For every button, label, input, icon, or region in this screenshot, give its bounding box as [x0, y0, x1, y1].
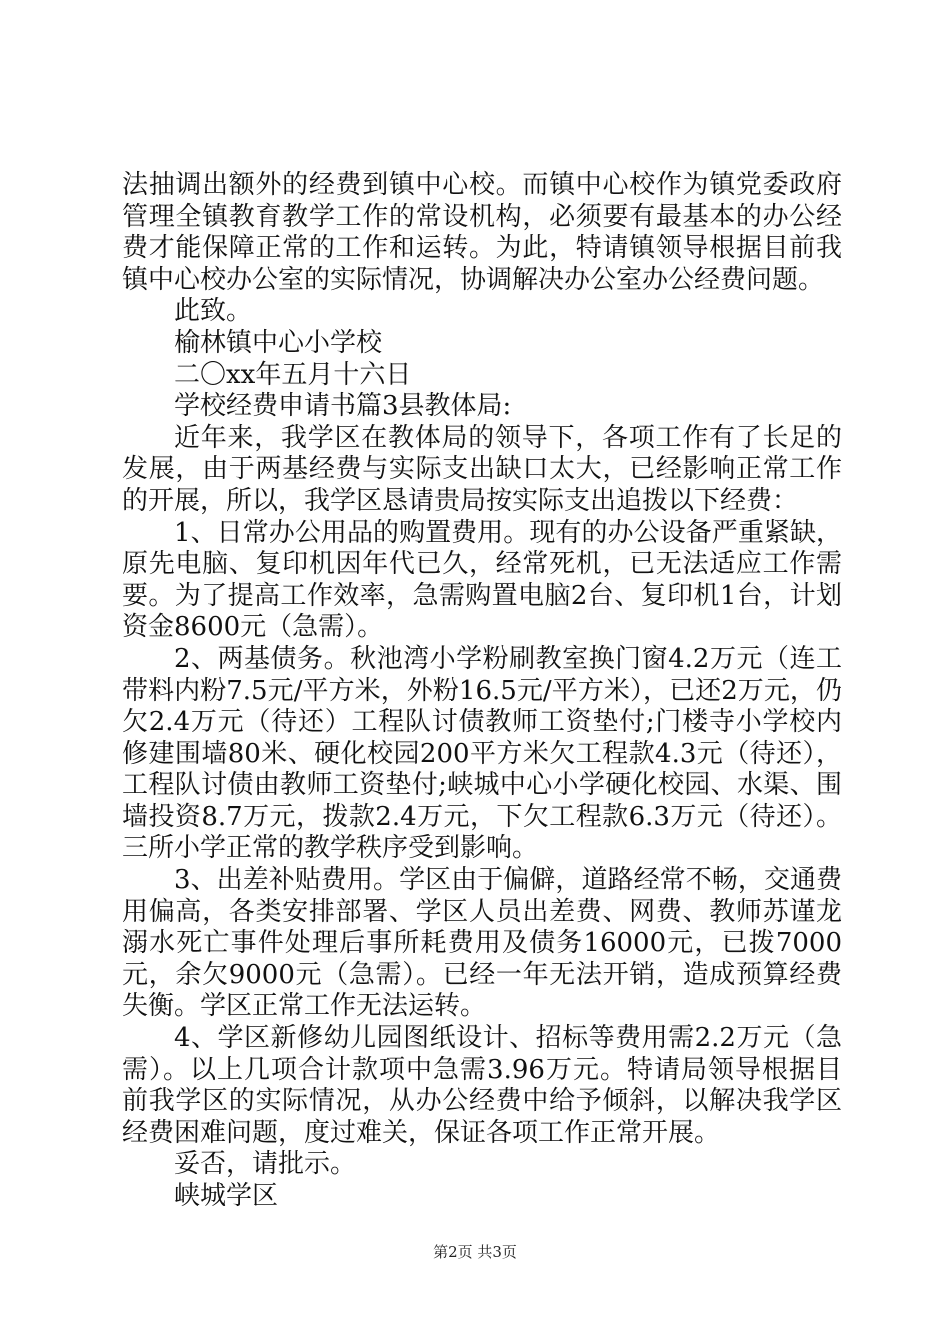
paragraph-signature-district: 峡城学区 [174, 1181, 279, 1211]
paragraph-item-3: 3、出差补贴费用。学区由于偏僻，道路经常不畅，交通费用偏高，各类安排部署、学区人员出差费、网费、教师苏谨龙溺水死亡事件处理后事所耗费用及债务16000元，已拨7000元，余欠9000元（急需）。已经一年无法开销，造成预算经费失衡。学区正常工作无法运转。 [122, 865, 842, 1022]
paragraph-continuation: 法抽调出额外的经费到镇中心校。而镇中心校作为镇党委政府管理全镇教育教学工作的常设机构，必须要有最基本的办公经费才能保障正常的工作和运转。为此，特请镇领导根据目前我镇中心校办公室的实际情况，协调解决办公室办公经费问题。 [122, 170, 842, 295]
paragraph-signature-school: 榆林镇中心小学校 [174, 327, 383, 358]
paragraph-item-4: 4、学区新修幼儿园图纸设计、招标等费用需2.2万元（急需）。以上几项合计款项中急需3.96万元。特请局领导根据目前我学区的实际情况，从办公经费中给予倾斜，以解决我学区经费困难问题，度过难关，保证各项工作正常开展。 [122, 1023, 842, 1148]
paragraph-closing: 妥否，请批示。 [174, 1149, 357, 1180]
paragraph-section-title: 学校经费申请书篇3县教体局: [174, 391, 512, 422]
page-footer: 第2页 共3页 [433, 1243, 517, 1261]
document-body [122, 170, 842, 1213]
paragraph-intro: 近年来，我学区在教体局的领导下，各项工作有了长足的发展，由于两基经费与实际支出缺口太大，已经影响正常工作的开展，所以，我学区恳请贵局按实际支出追拨以下经费： [122, 422, 842, 516]
paragraph-date: 二〇xx年五月十六日 [174, 359, 412, 390]
paragraph-item-1: 1、日常办公用品的购置费用。现有的办公设备严重紧缺，原先电脑、复印机因年代已久，经常死机，已无法适应工作需要。为了提高工作效率，急需购置电脑2台、复印机1台，计划资金8600元（急需）。 [122, 517, 842, 643]
paragraph-salutation: 此致。 [174, 296, 253, 327]
paragraph-item-2: 2、两基债务。秋池湾小学粉刷教室换门窗4.2万元（连工带料内粉7.5元/平方米，外粉16.5元/平方米），已还2万元，仍欠2.4万元（待还）工程队讨债教师工资垫付;门楼寺小学校内修建围墙80米、硬化校园200平方米欠工程款4.3元（待还），工程队讨债由教师工资垫付;峡城中心小学硬化校园、水渠、围墙投资8.7万元，拨款2.4万元，下欠工程款6.3万元（待还）。三所小学正常的教学秩序受到影响。 [122, 643, 842, 864]
